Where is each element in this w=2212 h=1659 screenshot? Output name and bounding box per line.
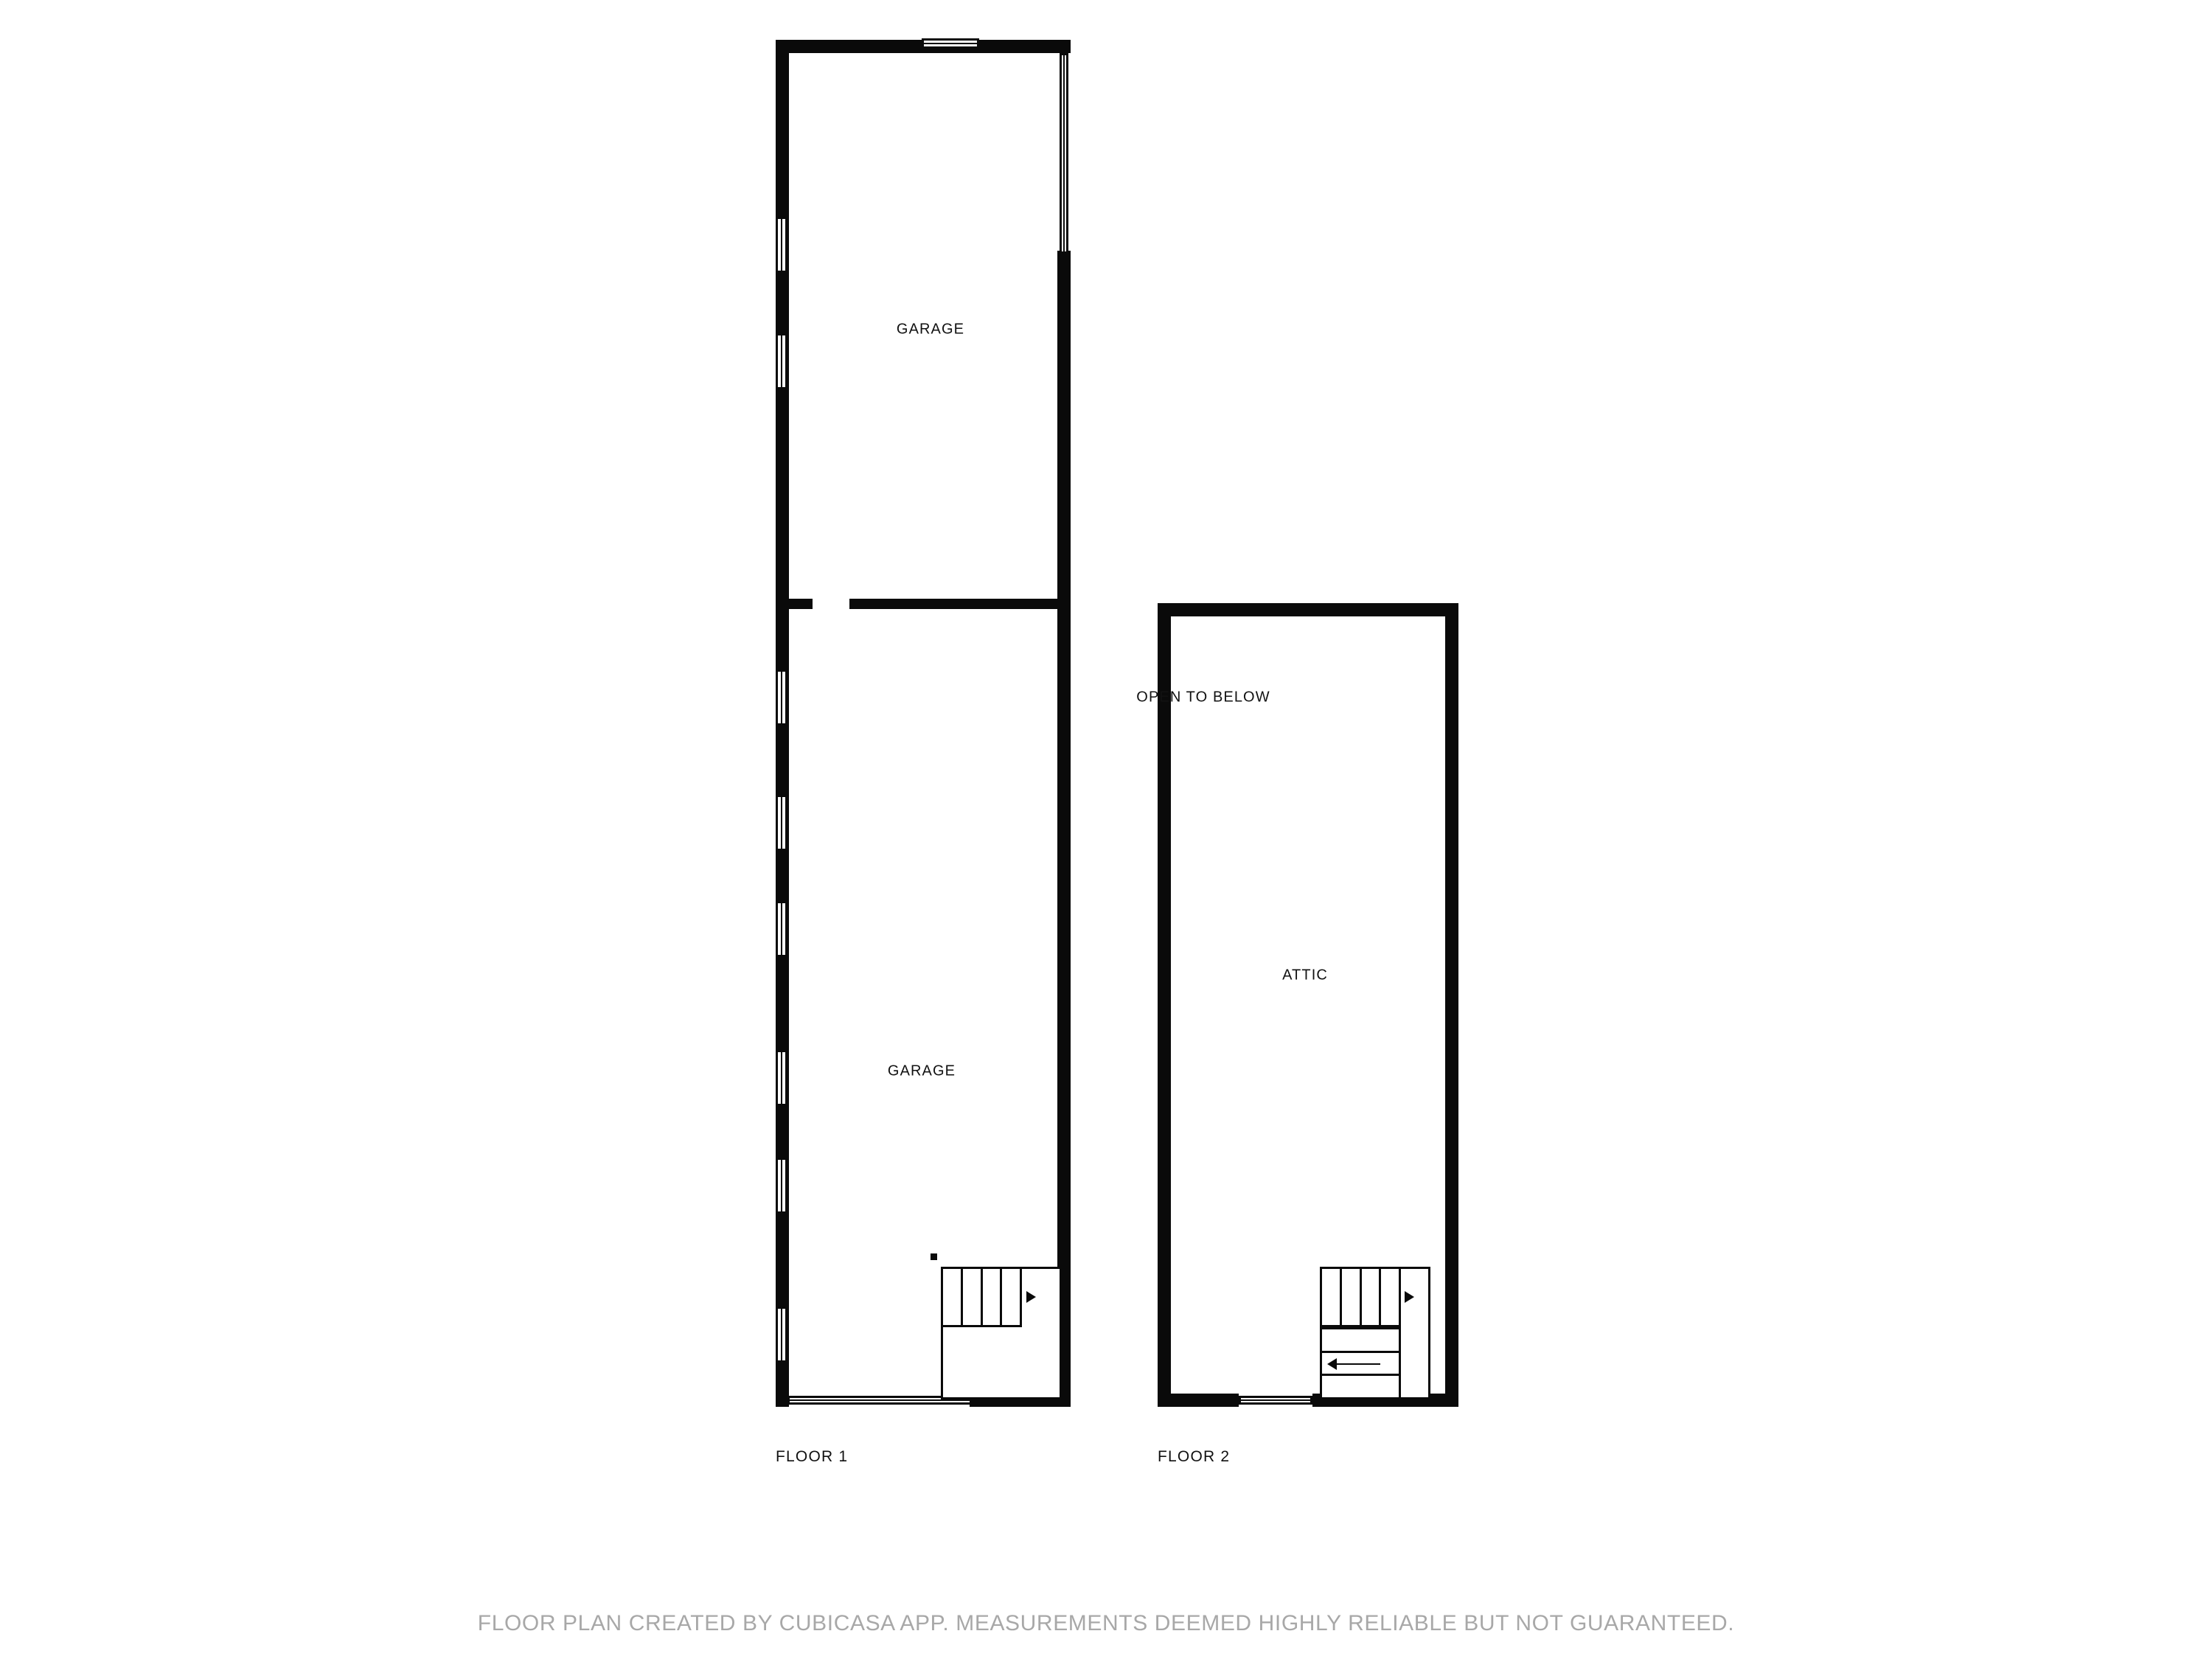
room-label-garage-upper: GARAGE [896,321,965,338]
stairs-floor2-upper-flight [1320,1267,1401,1327]
room-label-attic: ATTIC [1282,967,1328,984]
window-floor1-left-1 [776,217,787,273]
window-floor1-top [922,38,979,49]
wall-floor2-bottom-left [1158,1394,1239,1407]
wall-floor2-left [1158,603,1171,1407]
wall-floor2-right [1445,603,1458,1407]
stairs-floor2-lower-arrow-line [1336,1363,1380,1365]
marker-dot-floor1 [931,1253,937,1260]
floor-2-label: FLOOR 2 [1158,1448,1231,1465]
wall-floor2-top [1158,603,1458,616]
room-label-open-to-below: OPEN TO BELOW [1136,689,1270,706]
stairs-floor1 [941,1267,1022,1327]
wall-floor1-partition [776,599,813,609]
footer-disclaimer: FLOOR PLAN CREATED BY CUBICASA APP. MEASUREMENTS DEEMED HIGHLY RELIABLE BUT NOT GUARANTEED. [477,1611,1735,1635]
window-floor1-left-8 [776,1307,787,1363]
window-floor1-left-7 [776,1158,787,1214]
room-label-garage-lower: GARAGE [887,1062,956,1079]
floor-1-label: FLOOR 1 [776,1448,849,1465]
window-floor1-left-4 [776,795,787,851]
stairs-floor2-upper-arrow [1405,1291,1414,1303]
window-floor2-bottom [1239,1396,1312,1405]
stairs-floor1-direction-arrow [1026,1291,1036,1303]
wall-floor1-partition-2 [849,599,1071,609]
wall-floor1-right-upper [1057,251,1071,605]
garage-door-upper-right [1060,53,1068,254]
window-floor1-left-6 [776,1050,787,1106]
window-floor1-left-5 [776,901,787,957]
window-floor1-left-2 [776,333,787,389]
window-floor1-left-3 [776,669,787,726]
